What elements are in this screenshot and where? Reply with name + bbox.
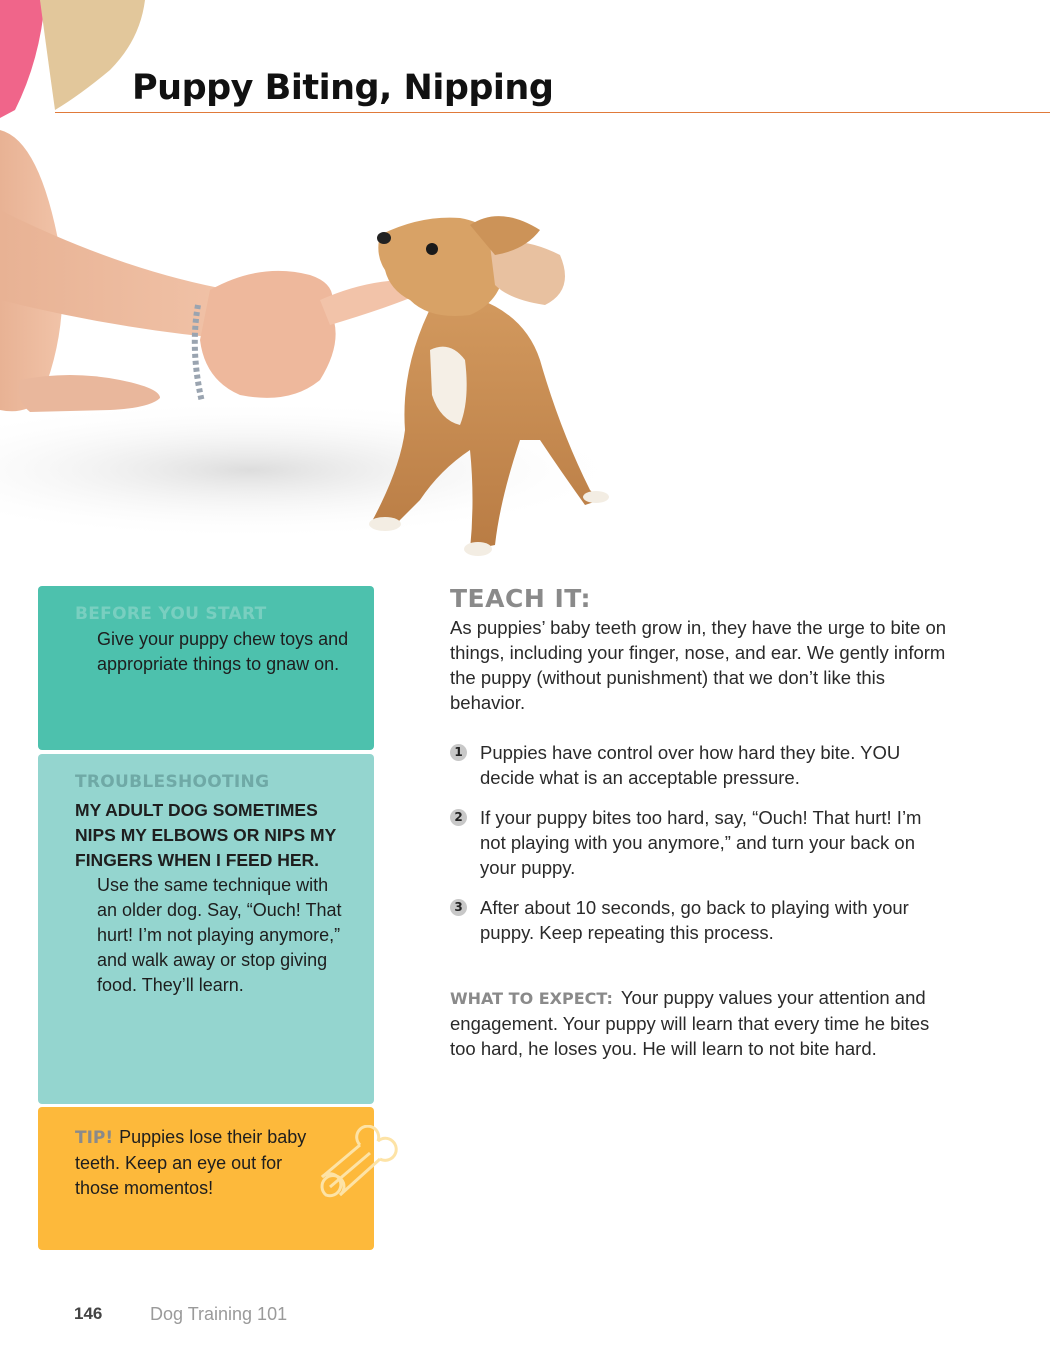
step-number-badge: 2 [450, 809, 467, 826]
before-you-start-text: Give your puppy chew toys and appropriate things to gnaw on. [97, 629, 349, 674]
title-rule [55, 112, 1050, 113]
what-to-expect [450, 985, 950, 1061]
step-text: After about 10 seconds, go back to playing with your puppy. Keep repeating this process. [480, 897, 909, 943]
teach-it-heading: TEACH IT: [450, 584, 591, 613]
troubleshooting-heading: TROUBLESHOOTING [75, 772, 270, 792]
book-title: Dog Training 101 [150, 1304, 288, 1324]
steps-list [450, 740, 950, 960]
troubleshooting-box [38, 754, 374, 1104]
tip-text-block [75, 1125, 330, 1201]
page-title: Puppy Biting, Nipping [132, 68, 554, 108]
troubleshooting-answer: Use the same technique with an older dog. Say, “Ouch! That hurt! I’m not playing anymore,” and walk away or stop giving food. They’ll learn. [97, 875, 342, 995]
step-text: If your puppy bites too hard, say, “Ouch! That hurt! I’m not playing with you anymore,” and turn your back on your puppy. [480, 807, 922, 878]
step-number-badge: 3 [450, 899, 467, 916]
teach-it-intro: As puppies’ baby teeth grow in, they have the urge to bite on things, including your finger, nose, and ear. We gently inform the puppy (without punishment) that we don’t like this behavior. [450, 617, 947, 713]
step-item [450, 805, 950, 880]
what-to-expect-text: Your puppy values your attention and engagement. Your puppy will learn that every time he bites too hard, he loses you. He will learn to not bite hard. [450, 987, 930, 1059]
step-text: Puppies have control over how hard they bite. YOU decide what is an acceptable pressure. [480, 742, 901, 788]
what-to-expect-label: WHAT TO EXPECT: [450, 989, 613, 1008]
tip-text: Puppies lose their baby teeth. Keep an eye out for those momentos! [75, 1127, 307, 1198]
tip-label: TIP! [75, 1128, 114, 1148]
before-you-start-box [38, 586, 374, 750]
page-number: 146 [74, 1304, 103, 1323]
step-item [450, 895, 950, 945]
tip-box [38, 1107, 374, 1250]
step-number-badge: 1 [450, 744, 467, 761]
step-item [450, 740, 950, 790]
before-you-start-heading: BEFORE YOU START [75, 604, 267, 624]
troubleshooting-question: MY ADULT DOG SOMETIMES NIPS MY ELBOWS OR NIPS MY FINGERS WHEN I FEED HER. [75, 800, 336, 870]
